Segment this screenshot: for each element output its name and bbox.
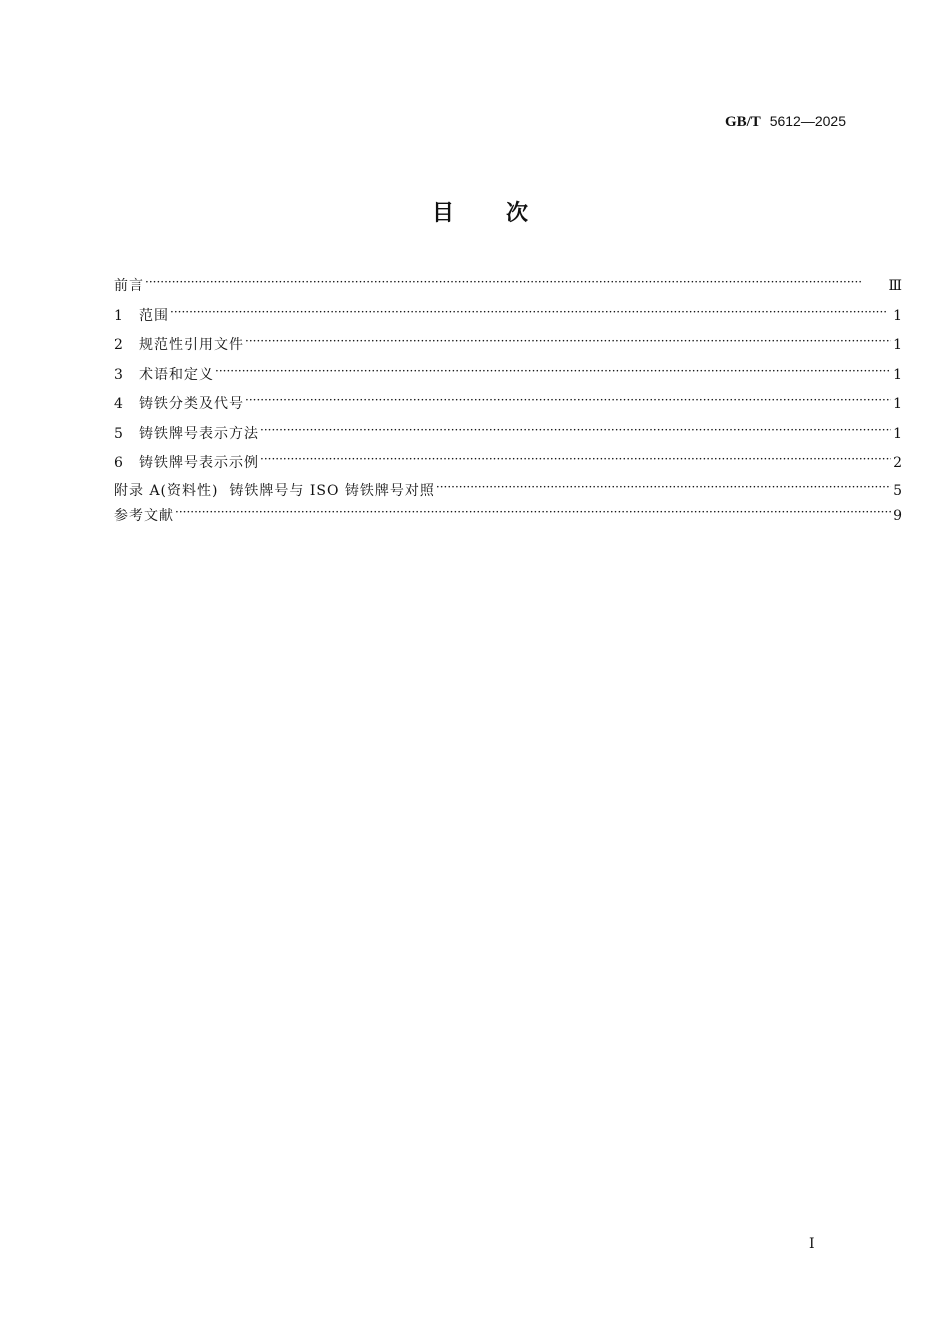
toc-entry-page: 1 — [893, 396, 902, 412]
toc-leader-dots — [175, 500, 891, 525]
toc-entry-number: 2 — [114, 337, 123, 353]
toc-entry-page: Ⅲ — [888, 278, 902, 294]
toc-leader-dots — [260, 416, 891, 446]
toc-entry-label: 参考文献 — [114, 507, 174, 524]
toc-entry-number: 6 — [114, 455, 123, 471]
toc-entry-label: 规范性引用文件 — [139, 337, 244, 353]
toc-leader-dots — [170, 298, 891, 328]
toc-entry-label: 前言 — [114, 278, 144, 294]
standard-code — [725, 113, 846, 131]
toc-entry-page: 1 — [893, 337, 902, 353]
toc-entry-label: 附录 A(资料性) 铸铁牌号与 ISO 铸铁牌号对照 — [114, 482, 435, 499]
toc-entry-label: 铸铁牌号表示示例 — [139, 455, 259, 471]
toc-entry-label: 范围 — [139, 307, 169, 324]
toc-entry-page: 1 — [893, 425, 902, 442]
table-of-contents — [114, 272, 902, 529]
toc-entry-label: 术语和定义 — [139, 366, 214, 383]
toc-entry-page: 2 — [893, 455, 902, 471]
toc-leader-dots — [215, 357, 891, 387]
toc-leader-dots — [260, 445, 891, 475]
toc-entry-page: 5 — [893, 482, 902, 499]
toc-entry-number: 4 — [114, 396, 123, 412]
toc-entry-number: 1 — [114, 307, 123, 324]
toc-entry-label: 铸铁分类及代号 — [139, 396, 244, 412]
toc-leader-dots — [145, 268, 886, 298]
toc-leader-dots — [245, 386, 891, 416]
toc-entry-page: 9 — [893, 507, 902, 524]
toc-leader-dots — [436, 475, 891, 500]
page-number: I — [809, 1236, 815, 1252]
toc-leader-dots — [245, 327, 891, 357]
standard-code-number: 5612—2025 — [769, 113, 846, 129]
toc-entry-page: 1 — [893, 307, 902, 324]
toc-entry-label: 铸铁牌号表示方法 — [139, 425, 259, 442]
page-title: 目次 — [431, 201, 580, 226]
toc-entry-number: 5 — [114, 425, 123, 442]
toc-entry-bibliography[interactable] — [114, 504, 902, 529]
toc-entry-page: 1 — [893, 366, 902, 383]
standard-code-prefix: GB/T — [724, 114, 761, 130]
toc-entry-number: 3 — [114, 366, 123, 383]
